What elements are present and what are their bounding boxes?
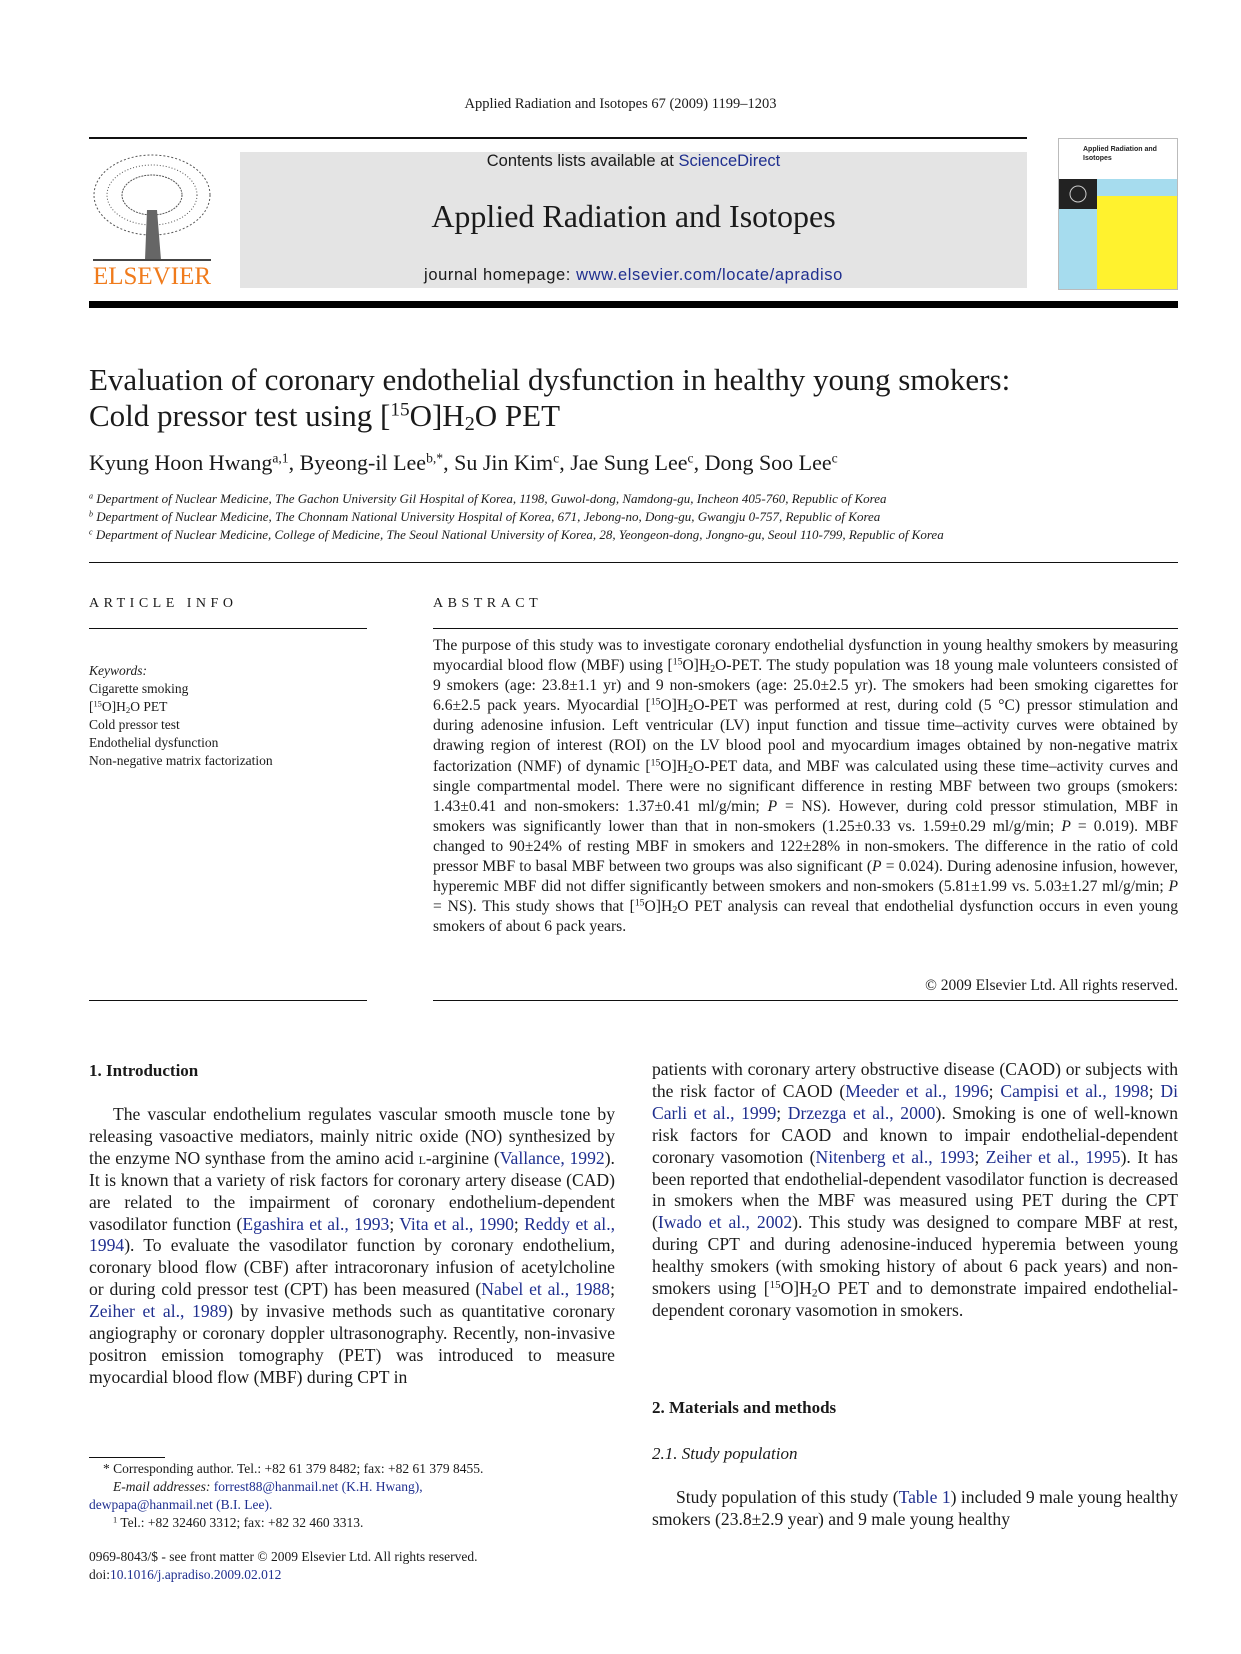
- email-addresses-continued: [89, 1496, 629, 1514]
- abstract-heading: ABSTRACT: [433, 596, 543, 611]
- text-run: ;: [776, 1102, 788, 1123]
- affil-text: Department of Nuclear Medicine, The Gachon University Gil Hospital of Korea, 1198, Guwol-dong, Namdong-gu, Incheon 405-760, Republic of Korea: [96, 491, 887, 506]
- superscript: c: [831, 450, 838, 466]
- text-run: O]H: [780, 1278, 812, 1299]
- superscript: 15: [390, 399, 410, 421]
- text-run: , Su Jin Kim: [443, 450, 554, 475]
- abstract-text: [433, 636, 1178, 937]
- elsevier-wordmark: ELSEVIER: [92, 263, 212, 290]
- text-run: , Byeong-il Lee: [288, 450, 427, 475]
- small-caps-text: l: [418, 1147, 426, 1168]
- affil-mark: b: [89, 509, 94, 519]
- subscript: 2: [710, 664, 716, 676]
- keyword: [89, 698, 273, 716]
- superscript: 15: [769, 1279, 781, 1292]
- footnote-1: [89, 1514, 629, 1532]
- svg-text:Applied Radiation and: Applied Radiation and: [1083, 146, 1157, 153]
- text-run: O]H: [101, 699, 126, 714]
- divider: [89, 1000, 367, 1001]
- text-run: O PET: [474, 398, 561, 433]
- text-run: ;: [389, 1213, 400, 1234]
- citation-link[interactable]: Vita et al., 1990: [399, 1213, 514, 1234]
- text-run: [: [89, 699, 94, 714]
- superscript: a,1: [272, 450, 289, 466]
- text-run: Study population of this study (: [676, 1487, 899, 1507]
- text-run: ;: [988, 1080, 1001, 1101]
- affil-text: Department of Nuclear Medicine, The Chonnam National University Hospital of Korea, 671, Jebong-no, Dong-gu, Gwangju 0-757, Republic of Korea: [96, 509, 881, 524]
- subscript: 2: [688, 764, 694, 776]
- homepage-link[interactable]: www.elsevier.com/locate/apradiso: [576, 266, 843, 284]
- citation-link[interactable]: 10.1016/j.apradiso.2009.02.012: [110, 1567, 282, 1582]
- text-run: O-PET was performed at rest, during cold (5 °C) pressor stimulation and during adenosine infusion. Left ventricular (LV) input function and tissue time–activity curves were obtained by drawing region of interest (ROI) on the LV blood pool and myocardium images obtained by non-negative matrix factorization (NMF) of dynamic [: [433, 697, 1178, 775]
- text-run: Tel.: +82 32460 3312; fax: +82 32 460 3313.: [117, 1515, 364, 1530]
- text-run: O]H: [409, 398, 465, 433]
- superscript: 15: [650, 696, 661, 708]
- journal-cover-thumbnail: [1058, 138, 1178, 290]
- affiliation-c: [89, 526, 944, 544]
- text-run: ;: [610, 1279, 615, 1300]
- text-run: , Dong Soo Lee: [693, 450, 832, 475]
- citation-link[interactable]: Nitenberg et al., 1993: [815, 1146, 975, 1167]
- citation-link[interactable]: Drzezga et al., 2000: [787, 1102, 936, 1123]
- divider: [89, 562, 1178, 563]
- superscript: c: [553, 450, 560, 466]
- footnote-rule: [89, 1457, 165, 1458]
- text-run: Cold pressor test using [: [89, 398, 391, 433]
- elsevier-logo: [89, 150, 215, 290]
- text-run: ). Smoking is one of well-known risk factors for CAOD and known to impair endothelial-dependent coronary vasomotion (: [652, 1102, 1178, 1167]
- text-run: 0969-8043/$ - see front matter © 2009 Elsevier Ltd. All rights reserved.: [89, 1549, 478, 1564]
- superscript: 1: [113, 1515, 118, 1525]
- text-run: Non-negative matrix factorization: [89, 753, 273, 768]
- text-run: ). This study was designed to compare MBF at rest, during CPT and during adenosine-induced hyperemia between young healthy smokers (with smoking history of about 6 pack years) and non-smokers using [: [652, 1212, 1178, 1299]
- text-run: = NS). However, during cold pressor stimulation, MBF in smokers was significantly lower than that in non-smokers (1.25±0.33 vs. 1.59±0.29 ml/g/min;: [433, 797, 1179, 835]
- subscript: 2: [125, 704, 131, 715]
- text-run: ) by invasive methods such as quantitative coronary angiography or coronary doppler ultrasonography. Recently, non-invasive positron emission tomography (PET) was introduced to measure myocardial blood flow (MBF) during CPT in: [89, 1301, 615, 1387]
- footnotes: [89, 1460, 629, 1532]
- text-run: , Jae Sung Lee: [559, 450, 688, 475]
- article-info-heading: ARTICLE INFO: [89, 596, 238, 611]
- doi-line: [89, 1566, 478, 1584]
- text-run: = 0.024). During adenosine infusion, however, hyperemic MBF did not differ significantly between smokers and non-smokers (5.81±1.99 vs. 5.03±1.27 ml/g/min;: [433, 858, 1178, 896]
- text-run: Kyung Hoon Hwang: [89, 450, 273, 475]
- text-run: -arginine (: [425, 1147, 500, 1168]
- svg-text:Isotopes: Isotopes: [1083, 155, 1112, 162]
- citation-link[interactable]: dewpapa@hanmail.net (B.I. Lee).: [89, 1497, 273, 1512]
- text-run: = 0.019). MBF changed to 90±24% of resting MBF in smokers and 122±28% in non-smokers. The difference in the ratio of cold pressor MBF to basal MBF between two groups was also significant (: [433, 817, 1178, 876]
- keyword: [89, 716, 273, 734]
- introduction-paragraph: [89, 1104, 615, 1389]
- superscript: 15: [634, 897, 645, 909]
- copyright: © 2009 Elsevier Ltd. All rights reserved.: [925, 977, 1178, 994]
- front-matter: [89, 1548, 478, 1584]
- text-run: The purpose of this study was to investigate coronary endothelial dysfunction in young healthy smokers by measuring myocardial blood flow (MBF) using [: [433, 637, 1178, 675]
- italic-text: P: [767, 797, 778, 815]
- text-run: O]H: [644, 898, 673, 916]
- citation-link[interactable]: Vallance, 1992: [499, 1147, 605, 1168]
- keyword: [89, 680, 273, 698]
- text-run: ) included 9 male young healthy smokers (23.8±2.9 year) and 9 male young healthy: [652, 1487, 1178, 1529]
- subscript: 2: [672, 905, 678, 917]
- text-run: ;: [974, 1146, 986, 1167]
- study-population-paragraph: [652, 1487, 1178, 1531]
- text-run: O]H: [682, 657, 711, 675]
- divider: [89, 628, 367, 629]
- section-heading-introduction: 1. Introduction: [89, 1061, 199, 1080]
- elsevier-tree-icon: [89, 150, 215, 290]
- text-run: ;: [1148, 1080, 1161, 1101]
- homepage-line: [240, 266, 1027, 285]
- subscript: 2: [811, 1287, 818, 1300]
- citation-link[interactable]: Iwado et al., 2002: [657, 1212, 793, 1233]
- affil-text: Department of Nuclear Medicine, College of Medicine, The Seoul National University of Korea, 28, Yeongeon-dong, Jongno-gu, Seoul 110-799, Republic of Korea: [95, 527, 944, 542]
- contents-prefix: Contents lists available at: [486, 152, 679, 170]
- text-run: Cigarette smoking: [89, 681, 189, 696]
- text-run: O PET: [130, 699, 168, 714]
- italic-text: P: [1061, 817, 1071, 835]
- italic-text: P: [1168, 878, 1178, 896]
- text-run: Evaluation of coronary endothelial dysfunction in healthy young smokers:: [89, 362, 1011, 397]
- text-run: * Corresponding author. Tel.: +82 61 379 8482; fax: +82 61 379 8455.: [103, 1461, 484, 1476]
- text-run: O PET and to demonstrate impaired endothelial-dependent coronary vasomotion in smokers.: [652, 1278, 1179, 1320]
- running-header: Applied Radiation and Isotopes 67 (2009) 1199–1203: [464, 96, 777, 112]
- affiliation-b: [89, 508, 944, 526]
- affiliation-a: [89, 490, 944, 508]
- text-run: Cold pressor test: [89, 717, 180, 732]
- text-run: O]H: [660, 757, 689, 775]
- superscript: 15: [672, 656, 683, 668]
- affil-mark: c: [89, 527, 93, 537]
- italic-text: P: [872, 858, 882, 876]
- text-run: O]H: [660, 697, 689, 715]
- text-run: O-PET. The study population was 18 young male volunteers consisted of 9 smokers (age: 23.8±1.1 yr) and 9 non-smokers (age: 25.0±2.5 yr). The smokers had been smoking cigarettes for 6.6±2.5 pack years. Myocardial [: [433, 657, 1178, 715]
- citation-link[interactable]: Nabel et al., 1988: [481, 1279, 611, 1300]
- issn-line: [89, 1548, 478, 1566]
- text-run: O-PET data, and MBF was calculated using these time–activity curves and single compartmental model. There were no significant difference in resting MBF between two groups (smokers: 1.43±0.41 and non-smokers: 1.37±0.41 ml/g/min;: [433, 757, 1178, 815]
- keyword: [89, 734, 273, 752]
- text-run: ). It has been reported that endothelial-dependent vasodilator function is decreased in smokers when the MBF was measured using PET during the CPT (: [652, 1146, 1179, 1233]
- corresponding-author-note: [89, 1460, 629, 1478]
- text-run: Endothelial dysfunction: [89, 735, 219, 750]
- text-run: ). It is known that a variety of risk factors for coronary artery disease (CAD) are related to the impairment of coronary endothelium-dependent vasodilator function (: [89, 1147, 615, 1234]
- superscript: 15: [93, 699, 102, 709]
- citation-link[interactable]: Table 1: [898, 1487, 951, 1507]
- introduction-paragraph-continued: [652, 1059, 1178, 1322]
- text-run: O PET analysis can reveal that endothelial dysfunction occurs in even young smokers of about 6 pack years.: [433, 898, 1179, 936]
- superscript: 15: [650, 757, 661, 769]
- superscript: b,*: [426, 450, 444, 466]
- citation-link[interactable]: Di Carli et al., 1999: [652, 1080, 1178, 1123]
- citation-link[interactable]: Zeiher et al., 1989: [89, 1301, 228, 1322]
- journal-banner: [240, 152, 1027, 288]
- keywords: [89, 662, 273, 770]
- italic-text: E-mail addresses:: [113, 1479, 214, 1494]
- section-heading-methods: 2. Materials and methods: [652, 1398, 837, 1417]
- subscript: 2: [464, 413, 475, 436]
- contents-line: [240, 152, 1027, 171]
- journal-title: Applied Radiation and Isotopes: [431, 198, 836, 234]
- header-rule: [89, 137, 1027, 139]
- subsection-heading-study-population: 2.1. Study population: [652, 1444, 798, 1463]
- citation-link[interactable]: Reddy et al., 1994: [89, 1213, 615, 1256]
- homepage-prefix: journal homepage:: [424, 266, 577, 284]
- text-run: ). To evaluate the vasodilator function by coronary endothelium, coronary blood flow (CBF) after intracoronary infusion of acetylcholine or during cold pressor test (CPT) has been measured (: [89, 1235, 615, 1300]
- sciencedirect-link[interactable]: ScienceDirect: [678, 152, 781, 170]
- subscript: 2: [688, 704, 694, 716]
- text-run: patients with coronary artery obstructive disease (CAOD) or subjects with the risk factor of CAOD (: [652, 1059, 1178, 1101]
- keyword: [89, 752, 273, 770]
- affiliations: [89, 490, 944, 544]
- text-run: ;: [513, 1213, 525, 1234]
- article-title: [89, 362, 1189, 434]
- superscript: c: [687, 450, 694, 466]
- masthead-rule: [89, 301, 1178, 308]
- citation-link[interactable]: Egashira et al., 1993: [242, 1213, 390, 1234]
- citation-link[interactable]: Campisi et al., 1998: [1000, 1080, 1149, 1101]
- divider: [433, 628, 1178, 629]
- divider: [433, 1000, 1178, 1001]
- email-addresses: [89, 1478, 629, 1496]
- citation-link[interactable]: forrest88@hanmail.net (K.H. Hwang),: [213, 1479, 423, 1494]
- author-list: [89, 450, 838, 476]
- text-run: = NS). This study shows that [: [433, 898, 635, 916]
- citation-link[interactable]: Meeder et al., 1996: [845, 1080, 989, 1101]
- citation-link[interactable]: Zeiher et al., 1995: [985, 1146, 1121, 1167]
- keywords-label: Keywords:: [89, 663, 147, 678]
- text-run: The vascular endothelium regulates vascular smooth muscle tone by releasing vasoactive mediators, mainly nitric oxide (NO) synthesized by the enzyme NO synthase from the amino acid: [89, 1104, 615, 1168]
- affil-mark: a: [89, 491, 94, 501]
- text-run: doi:: [89, 1567, 111, 1582]
